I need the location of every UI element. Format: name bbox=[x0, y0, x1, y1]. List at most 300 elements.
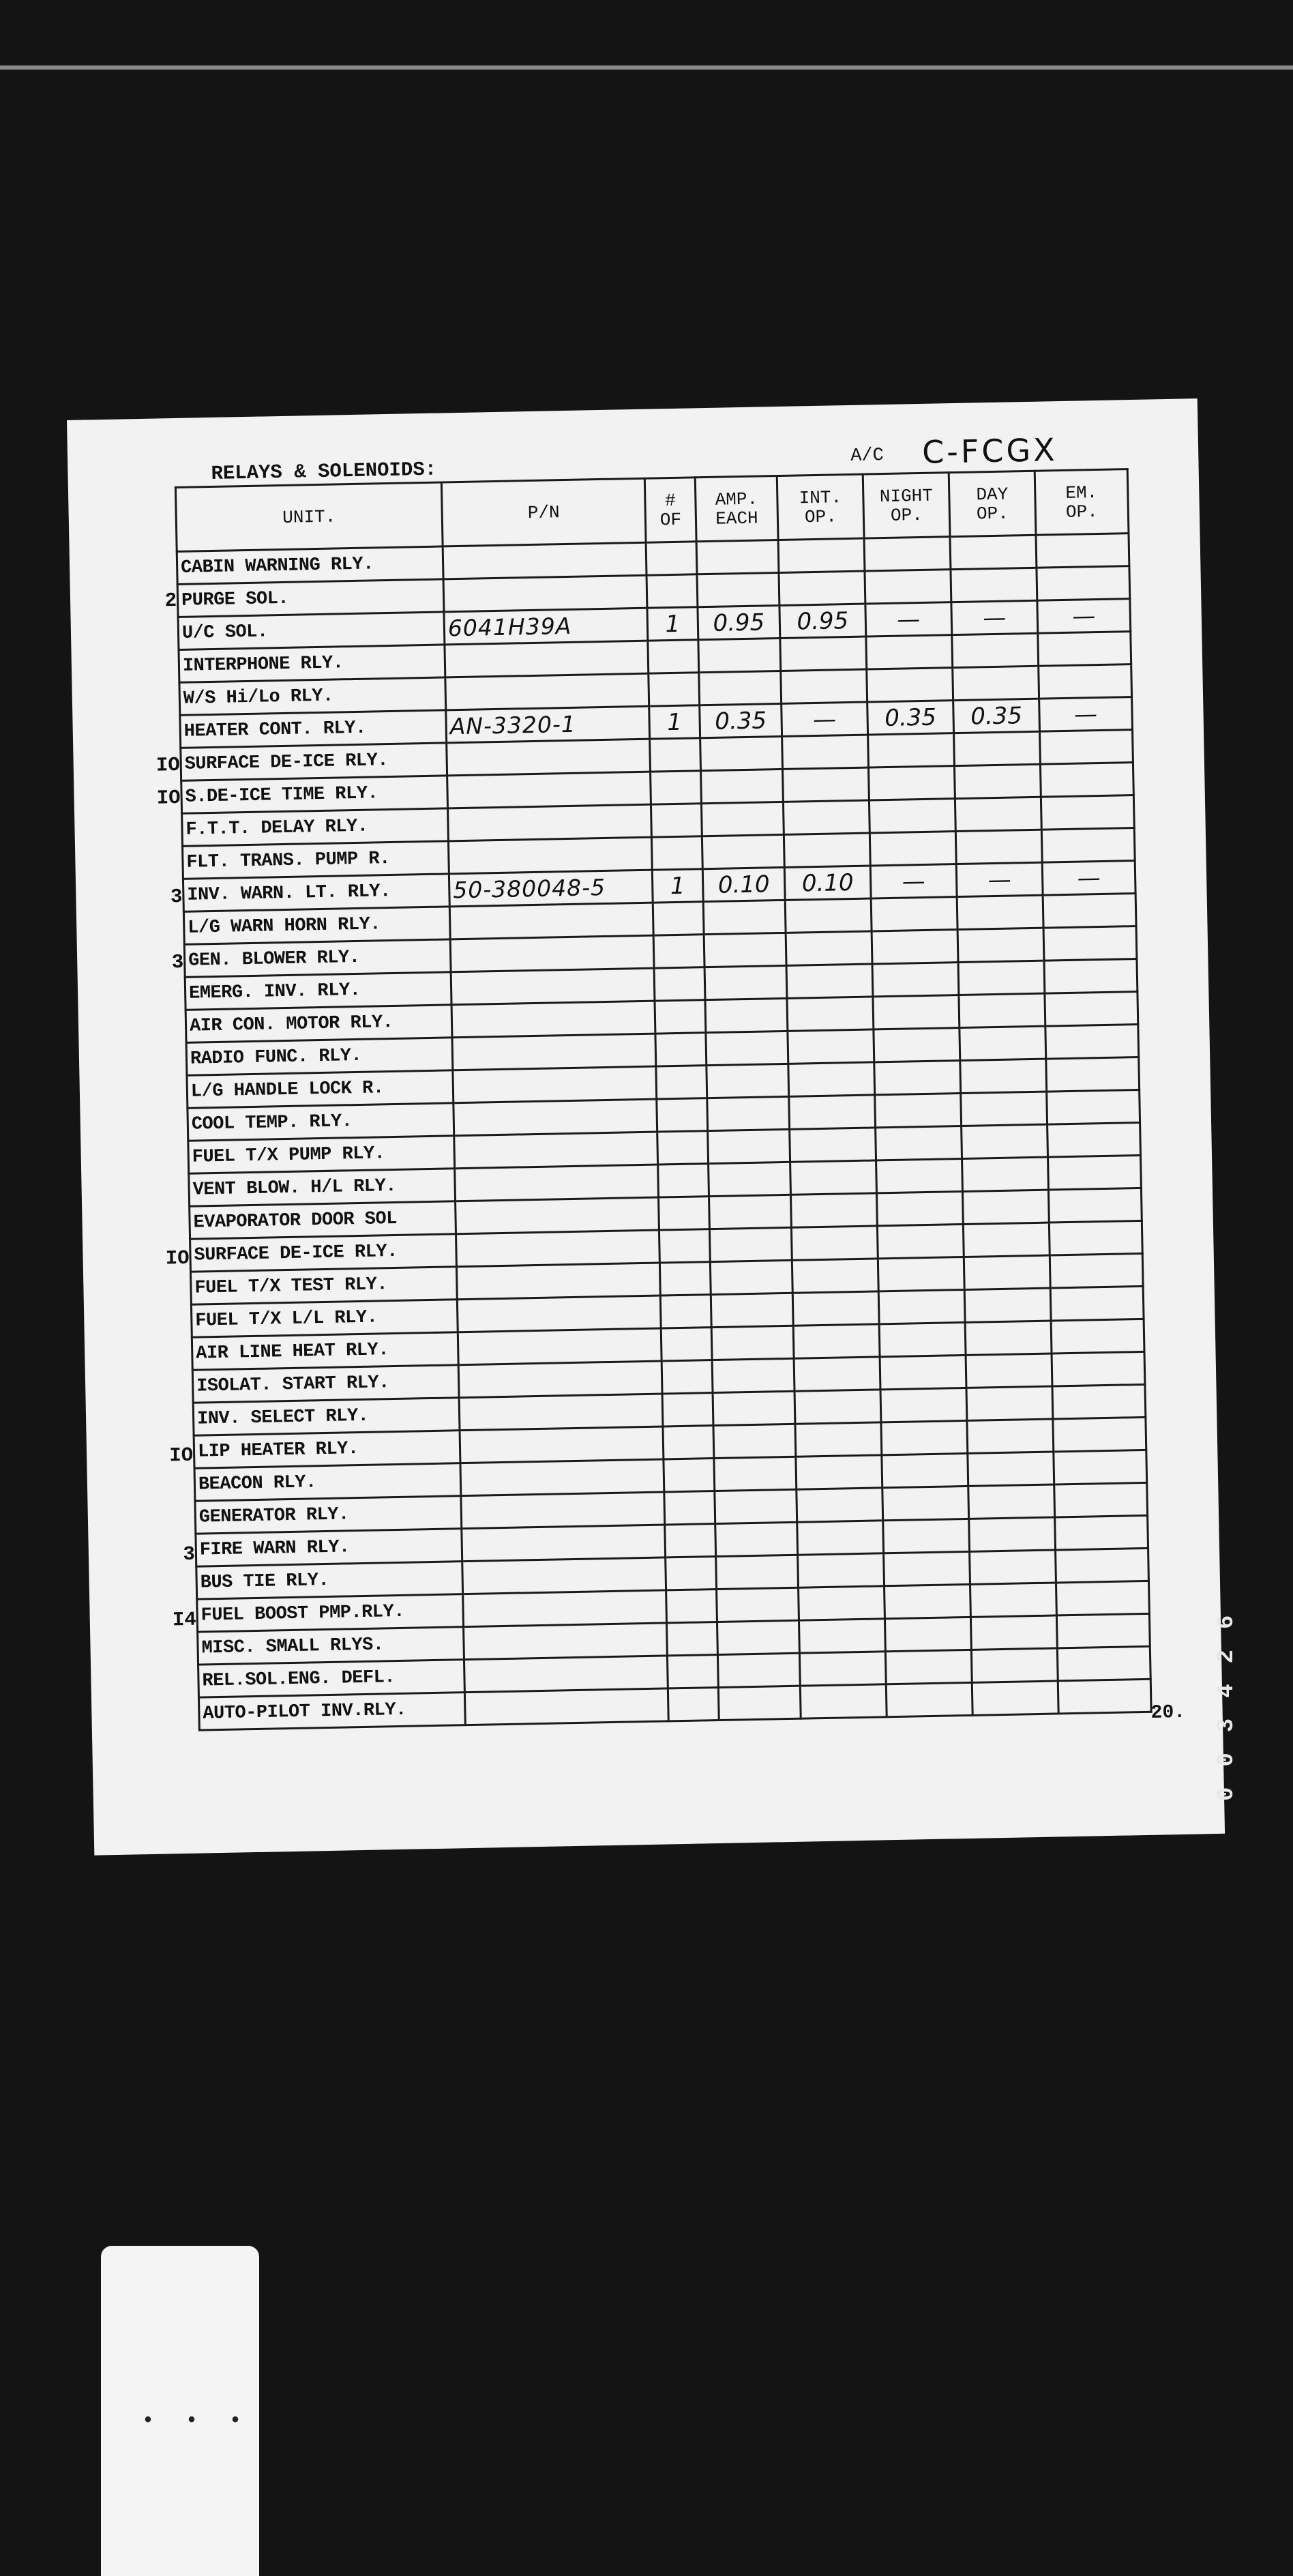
row-count-label bbox=[138, 1674, 197, 1675]
row-count-label bbox=[125, 984, 184, 985]
cell-qty bbox=[650, 738, 701, 772]
cell-pn bbox=[460, 1426, 664, 1463]
row-count-label bbox=[126, 1017, 185, 1019]
cell-amp_each bbox=[714, 1457, 797, 1491]
cell-day_op bbox=[960, 1059, 1047, 1093]
cell-em_op bbox=[1045, 992, 1138, 1027]
row-count-label bbox=[120, 688, 179, 690]
cell-unit: LIP HEATER RLY. bbox=[194, 1431, 460, 1468]
row-count-label bbox=[136, 1510, 194, 1512]
cell-day_op bbox=[961, 1092, 1047, 1126]
cell-em_op: — bbox=[1037, 599, 1131, 634]
cell-amp_each bbox=[710, 1260, 792, 1294]
cell-pn bbox=[451, 968, 655, 1005]
cell-unit: SURFACE DE-ICE RLY. bbox=[190, 1234, 457, 1272]
cell-amp_each bbox=[713, 1424, 796, 1458]
cell-night_op bbox=[868, 766, 955, 800]
cell-pn bbox=[443, 542, 646, 579]
cell-qty bbox=[662, 1360, 713, 1394]
row-count-label: 2 bbox=[164, 589, 177, 613]
cell-day_op bbox=[963, 1223, 1050, 1257]
cell-night_op: 0.35 bbox=[867, 701, 954, 735]
cell-day_op bbox=[954, 731, 1041, 765]
cell-night_op bbox=[876, 1159, 963, 1193]
cell-em_op bbox=[1040, 763, 1133, 797]
cell-pn bbox=[456, 1197, 659, 1234]
cell-qty bbox=[662, 1393, 713, 1426]
cell-night_op bbox=[878, 1257, 964, 1291]
row-count-label bbox=[121, 721, 179, 722]
cell-qty bbox=[664, 1491, 715, 1525]
row-count-label bbox=[132, 1313, 190, 1314]
cell-pn bbox=[460, 1459, 664, 1496]
column-header-day_op: DAY OP. bbox=[949, 471, 1036, 536]
cell-amp_each: 0.10 bbox=[702, 867, 785, 901]
cell-unit: SURFACE DE-ICE RLY. bbox=[181, 743, 447, 780]
cell-int_op bbox=[781, 669, 867, 703]
cell-qty bbox=[659, 1262, 711, 1296]
cell-amp_each bbox=[699, 671, 782, 705]
cell-day_op bbox=[962, 1157, 1049, 1191]
cell-qty bbox=[659, 1197, 710, 1230]
cell-em_op: — bbox=[1042, 861, 1135, 896]
cell-amp_each bbox=[701, 802, 784, 836]
column-header-night_op: NIGHT OP. bbox=[863, 473, 950, 538]
cell-night_op bbox=[873, 995, 960, 1029]
cell-amp_each bbox=[708, 1129, 790, 1163]
cell-em_op bbox=[1043, 926, 1137, 961]
row-count-label: 3 bbox=[183, 1542, 196, 1566]
cell-day_op bbox=[968, 1452, 1054, 1486]
column-header-int_op: INT. OP. bbox=[777, 474, 864, 540]
cell-night_op bbox=[886, 1682, 972, 1716]
cell-em_op: — bbox=[1039, 697, 1133, 732]
cell-day_op bbox=[954, 764, 1041, 798]
cell-day_op: — bbox=[956, 862, 1043, 896]
cell-int_op bbox=[797, 1521, 884, 1555]
cell-unit: FUEL BOOST PMP.RLY. bbox=[197, 1594, 464, 1632]
row-count-label bbox=[127, 1050, 185, 1051]
cell-qty bbox=[651, 836, 702, 870]
cell-int_op bbox=[787, 997, 874, 1031]
cell-pn bbox=[456, 1263, 660, 1300]
cell-pn: AN-3320-1 bbox=[446, 706, 650, 743]
cell-qty bbox=[665, 1524, 716, 1557]
cell-day_op bbox=[958, 961, 1045, 995]
cell-int_op: 0.95 bbox=[779, 604, 866, 638]
cell-unit: MISC. SMALL RLYS. bbox=[198, 1627, 464, 1665]
cell-qty bbox=[651, 804, 702, 837]
cell-night_op bbox=[864, 537, 951, 571]
cell-int_op bbox=[779, 571, 865, 605]
row-count-label bbox=[138, 1641, 196, 1643]
cell-qty bbox=[663, 1426, 714, 1459]
column-header-unit: UNIT. bbox=[175, 482, 443, 551]
cell-qty bbox=[667, 1655, 718, 1688]
cell-em_op bbox=[1052, 1384, 1146, 1419]
cell-pn bbox=[451, 1001, 655, 1038]
cell-em_op bbox=[1057, 1646, 1150, 1681]
cell-qty bbox=[648, 640, 699, 673]
cell-unit: GEN. BLOWER RLY. bbox=[184, 939, 451, 977]
row-count-label: 3 bbox=[170, 885, 183, 909]
column-header-em_op: EM. OP. bbox=[1035, 469, 1129, 536]
cell-int_op bbox=[798, 1553, 885, 1587]
cell-em_op bbox=[1054, 1482, 1148, 1517]
cell-em_op bbox=[1048, 1188, 1142, 1223]
cell-night_op bbox=[882, 1453, 968, 1487]
row-count-label: 3 bbox=[171, 951, 184, 974]
cell-qty bbox=[658, 1164, 709, 1197]
sheet-heading: RELAYS & SOLENOIDS: bbox=[211, 458, 437, 485]
cell-em_op bbox=[1055, 1515, 1148, 1550]
cell-unit: AIR LINE HEAT RLY. bbox=[192, 1332, 458, 1370]
row-counts bbox=[116, 486, 197, 1632]
cell-em_op bbox=[1044, 959, 1138, 994]
cell-int_op bbox=[786, 964, 873, 998]
row-count-label bbox=[133, 1379, 192, 1380]
row-count-label bbox=[130, 1214, 188, 1216]
cell-int_op bbox=[788, 1062, 875, 1096]
cell-day_op bbox=[966, 1386, 1053, 1420]
cell-int_op bbox=[794, 1357, 880, 1391]
cell-int_op bbox=[791, 1226, 878, 1260]
cell-amp_each bbox=[709, 1227, 792, 1261]
cell-day_op bbox=[964, 1255, 1050, 1289]
cell-pn bbox=[450, 935, 654, 972]
cell-night_op bbox=[881, 1420, 968, 1454]
cell-pn bbox=[448, 804, 652, 841]
cell-unit: FLT. TRANS. PUMP R. bbox=[183, 841, 449, 879]
cell-unit: U/C SOL. bbox=[178, 612, 445, 649]
cell-unit: L/G WARN HORN RLY. bbox=[183, 907, 450, 944]
cell-night_op bbox=[880, 1355, 966, 1389]
row-count-label: IO bbox=[165, 1246, 190, 1270]
cell-amp_each bbox=[705, 998, 788, 1032]
cell-night_op bbox=[877, 1224, 964, 1258]
cell-em_op bbox=[1041, 795, 1134, 830]
cell-em_op bbox=[1036, 533, 1129, 568]
cell-em_op bbox=[1053, 1417, 1146, 1452]
cell-pn bbox=[457, 1296, 661, 1332]
cell-amp_each bbox=[704, 933, 786, 967]
cell-night_op bbox=[869, 799, 955, 833]
cell-qty bbox=[653, 935, 704, 968]
cell-amp_each bbox=[698, 638, 781, 672]
cell-qty bbox=[664, 1459, 715, 1492]
cell-unit: FUEL T/X TEST RLY. bbox=[190, 1267, 457, 1304]
cell-pn: 50-380048-5 bbox=[449, 870, 653, 907]
cell-amp_each bbox=[715, 1522, 798, 1556]
cell-int_op bbox=[797, 1488, 883, 1522]
film-edge-line bbox=[0, 65, 1293, 70]
cell-unit: BEACON RLY. bbox=[194, 1463, 461, 1501]
cell-day_op bbox=[968, 1484, 1055, 1519]
cell-unit: GENERATOR RLY. bbox=[195, 1496, 462, 1534]
cell-qty: 1 bbox=[652, 869, 703, 903]
cell-amp_each bbox=[702, 834, 784, 868]
cell-amp_each bbox=[717, 1653, 800, 1687]
cell-pn bbox=[463, 1590, 667, 1627]
cell-unit: COOL TEMP. RLY. bbox=[188, 1103, 454, 1141]
cell-amp_each: 0.95 bbox=[698, 605, 780, 639]
cell-pn bbox=[445, 673, 649, 710]
cell-qty bbox=[651, 771, 702, 804]
film-frame-number: 003426 bbox=[1214, 1594, 1240, 1801]
cell-night_op bbox=[885, 1617, 971, 1651]
cell-amp_each bbox=[712, 1358, 794, 1392]
cell-night_op bbox=[876, 1191, 963, 1225]
row-count-label: I4 bbox=[172, 1609, 197, 1632]
cell-night_op: — bbox=[865, 602, 952, 636]
cell-qty bbox=[666, 1557, 717, 1590]
cell-pn bbox=[464, 1623, 668, 1660]
cell-pn bbox=[461, 1492, 665, 1529]
cell-int_op bbox=[792, 1259, 878, 1293]
cell-day_op bbox=[959, 993, 1045, 1027]
cell-em_op bbox=[1050, 1286, 1144, 1321]
row-count-label bbox=[132, 1346, 191, 1347]
cell-qty bbox=[666, 1590, 717, 1623]
cell-night_op bbox=[885, 1584, 971, 1618]
cell-amp_each bbox=[713, 1391, 795, 1425]
cell-amp_each bbox=[704, 965, 787, 999]
cell-night_op bbox=[872, 930, 958, 964]
cell-amp_each bbox=[717, 1587, 799, 1622]
cell-int_op bbox=[783, 800, 870, 834]
cell-unit: EMERG. INV. RLY. bbox=[185, 972, 451, 1010]
cell-pn: 6041H39A bbox=[444, 608, 648, 645]
cell-night_op bbox=[868, 733, 955, 767]
cell-int_op bbox=[785, 898, 872, 933]
cell-pn bbox=[447, 772, 651, 808]
cell-qty bbox=[653, 902, 704, 935]
cell-qty bbox=[649, 673, 700, 706]
row-count-label bbox=[139, 1708, 198, 1709]
cell-night_op bbox=[882, 1486, 969, 1520]
cell-day_op bbox=[957, 895, 1043, 929]
page-number: 20. bbox=[1150, 1701, 1186, 1724]
cell-em_op bbox=[1050, 1253, 1143, 1288]
cell-em_op bbox=[1041, 828, 1135, 863]
cell-qty bbox=[667, 1622, 718, 1656]
cell-int_op bbox=[795, 1422, 882, 1457]
cell-qty bbox=[646, 574, 698, 608]
cell-day_op bbox=[960, 1026, 1046, 1060]
cell-amp_each: 0.35 bbox=[700, 703, 782, 737]
cell-em_op bbox=[1038, 632, 1131, 667]
cell-unit: S.DE-ICE TIME RLY. bbox=[181, 776, 448, 813]
cell-amp_each bbox=[709, 1195, 792, 1229]
cell-pn bbox=[448, 837, 652, 874]
cell-int_op bbox=[794, 1390, 881, 1424]
cell-day_op bbox=[971, 1648, 1058, 1682]
cell-day_op bbox=[950, 535, 1037, 569]
aircraft-label: A/C bbox=[850, 445, 885, 467]
cell-night_op bbox=[867, 668, 953, 702]
cell-pn bbox=[462, 1557, 666, 1594]
cell-day_op bbox=[964, 1288, 1051, 1322]
cell-qty bbox=[659, 1229, 710, 1263]
cell-int_op bbox=[790, 1128, 876, 1162]
cell-day_op bbox=[951, 568, 1037, 602]
cell-amp_each bbox=[697, 572, 779, 606]
cell-unit: INV. SELECT RLY. bbox=[193, 1398, 460, 1435]
relays-table bbox=[175, 468, 1153, 1731]
cell-int_op bbox=[792, 1291, 879, 1326]
cell-int_op bbox=[799, 1619, 885, 1653]
cell-pn bbox=[452, 1034, 656, 1070]
cell-night_op bbox=[874, 1061, 961, 1095]
cell-amp_each bbox=[715, 1489, 797, 1523]
cell-int_op bbox=[783, 767, 870, 802]
cell-unit: FUEL T/X PUMP RLY. bbox=[188, 1136, 455, 1173]
cell-int_op bbox=[778, 538, 865, 572]
cell-qty: 1 bbox=[649, 705, 700, 739]
cell-unit: REL.SOL.ENG. DEFL. bbox=[198, 1660, 465, 1697]
cell-day_op bbox=[965, 1321, 1052, 1355]
film-leader-card bbox=[101, 2246, 259, 2576]
cell-amp_each bbox=[716, 1555, 799, 1589]
cell-night_op bbox=[878, 1289, 965, 1323]
column-header-amp_each: AMP. EACH bbox=[695, 476, 778, 542]
cell-int_op bbox=[782, 735, 869, 769]
cell-pn bbox=[449, 903, 653, 939]
row-count-label bbox=[129, 1182, 188, 1183]
cell-day_op bbox=[970, 1550, 1056, 1584]
cell-night_op bbox=[884, 1551, 970, 1585]
cell-day_op: 0.35 bbox=[953, 699, 1040, 733]
row-count-label bbox=[124, 918, 183, 920]
aircraft-registration: C-FCGX bbox=[921, 431, 1058, 471]
leader-dots: • • • bbox=[142, 2410, 252, 2433]
cell-int_op: — bbox=[782, 702, 868, 736]
cell-day_op bbox=[966, 1353, 1052, 1388]
cell-int_op bbox=[780, 636, 867, 671]
cell-night_op bbox=[885, 1650, 972, 1684]
cell-night_op bbox=[866, 635, 953, 669]
cell-night_op: — bbox=[870, 864, 957, 898]
cell-int_op: 0.10 bbox=[784, 866, 871, 900]
cell-qty bbox=[646, 542, 697, 575]
cell-int_op bbox=[799, 1652, 886, 1686]
column-header-qty: # OF bbox=[644, 478, 696, 542]
cell-int_op bbox=[786, 931, 872, 965]
cell-amp_each bbox=[711, 1293, 793, 1327]
cell-qty bbox=[654, 967, 705, 1001]
cell-night_op bbox=[871, 897, 957, 931]
cell-pn bbox=[456, 1230, 660, 1267]
table-body bbox=[177, 533, 1151, 1730]
cell-day_op bbox=[969, 1517, 1056, 1551]
cell-amp_each bbox=[711, 1326, 794, 1360]
column-header-pn: P/N bbox=[441, 478, 646, 546]
row-count-label: IO bbox=[169, 1444, 194, 1467]
cell-pn bbox=[464, 1656, 668, 1693]
cell-day_op bbox=[970, 1583, 1057, 1617]
cell-pn bbox=[459, 1394, 663, 1431]
cell-pn bbox=[458, 1328, 662, 1365]
row-count-label: IO bbox=[156, 787, 181, 810]
cell-em_op bbox=[1037, 566, 1130, 601]
cell-unit: F.T.T. DELAY RLY. bbox=[182, 808, 449, 846]
row-count-label bbox=[117, 557, 176, 558]
cell-pn bbox=[454, 1099, 657, 1136]
cell-int_op bbox=[790, 1160, 877, 1195]
cell-int_op bbox=[789, 1095, 876, 1129]
cell-unit: VENT BLOW. H/L RLY. bbox=[189, 1169, 456, 1206]
document-sheet bbox=[67, 398, 1225, 1855]
cell-pn bbox=[445, 641, 649, 677]
cell-unit: BUS TIE RLY. bbox=[196, 1562, 463, 1599]
cell-pn bbox=[447, 739, 651, 776]
cell-amp_each bbox=[709, 1162, 791, 1196]
cell-em_op bbox=[1056, 1548, 1149, 1583]
cell-day_op: — bbox=[951, 600, 1038, 634]
row-count-label bbox=[123, 853, 181, 854]
cell-int_op bbox=[799, 1586, 885, 1620]
row-count-label bbox=[119, 656, 178, 657]
row-count-label bbox=[119, 622, 177, 624]
cell-em_op bbox=[1058, 1679, 1151, 1714]
cell-em_op bbox=[1054, 1450, 1147, 1484]
cell-night_op bbox=[875, 1094, 962, 1128]
cell-night_op bbox=[879, 1322, 966, 1356]
cell-unit: CABIN WARNING RLY. bbox=[177, 546, 443, 584]
cell-night_op bbox=[872, 963, 959, 997]
cell-em_op bbox=[1045, 1025, 1139, 1059]
cell-amp_each bbox=[696, 540, 779, 574]
cell-em_op bbox=[1056, 1581, 1149, 1615]
cell-qty bbox=[657, 1131, 709, 1165]
cell-pn bbox=[458, 1361, 662, 1398]
cell-em_op bbox=[1043, 894, 1136, 928]
cell-unit: HEATER CONT. RLY. bbox=[180, 710, 447, 748]
cell-unit: INV. WARN. LT. RLY. bbox=[183, 874, 449, 911]
cell-int_op bbox=[790, 1193, 877, 1227]
cell-unit: L/G HANDLE LOCK R. bbox=[187, 1070, 454, 1108]
cell-qty bbox=[668, 1688, 719, 1721]
cell-amp_each bbox=[707, 1096, 790, 1130]
cell-amp_each bbox=[717, 1620, 799, 1654]
cell-unit: AUTO-PILOT INV.RLY. bbox=[198, 1693, 465, 1730]
cell-em_op bbox=[1047, 1122, 1141, 1157]
cell-em_op bbox=[1047, 1089, 1140, 1124]
cell-int_op bbox=[788, 1029, 874, 1064]
cell-pn bbox=[453, 1066, 657, 1103]
cell-em_op bbox=[1052, 1351, 1145, 1386]
cell-unit: W/S Hi/Lo RLY. bbox=[179, 677, 446, 715]
cell-amp_each bbox=[707, 1064, 789, 1098]
cell-int_op bbox=[784, 833, 870, 867]
row-count-label bbox=[137, 1576, 196, 1577]
cell-night_op bbox=[876, 1126, 962, 1160]
cell-amp_each bbox=[718, 1686, 801, 1720]
cell-pn bbox=[443, 575, 647, 612]
cell-int_op bbox=[796, 1455, 882, 1489]
cell-amp_each bbox=[706, 1031, 788, 1065]
cell-night_op bbox=[880, 1388, 967, 1422]
cell-em_op bbox=[1046, 1057, 1140, 1092]
row-count-label bbox=[122, 819, 181, 821]
cell-qty bbox=[661, 1328, 712, 1361]
row-count-label bbox=[128, 1083, 186, 1084]
cell-pn bbox=[455, 1165, 659, 1201]
cell-unit: PURGE SOL. bbox=[177, 579, 444, 617]
cell-em_op bbox=[1049, 1220, 1142, 1255]
cell-unit: FIRE WARN RLY. bbox=[196, 1529, 462, 1566]
cell-int_op bbox=[793, 1324, 880, 1358]
